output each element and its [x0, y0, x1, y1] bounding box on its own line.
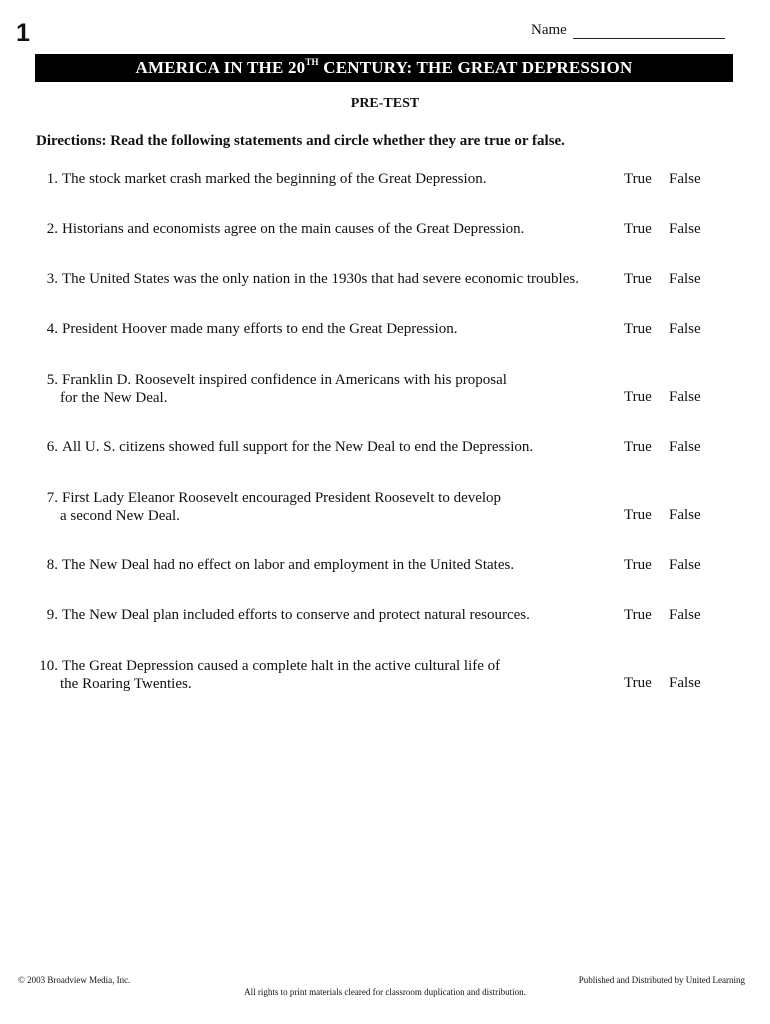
name-blank-line	[573, 22, 725, 39]
true-option[interactable]: True	[624, 439, 652, 455]
name-label: Name	[531, 22, 567, 38]
question-line	[36, 371, 596, 389]
question-statement-continued: the Roaring Twenties.	[60, 676, 192, 692]
question-statement: First Lady Eleanor Roosevelt encouraged President Roosevelt to develop	[62, 490, 502, 506]
true-option[interactable]: True	[624, 171, 652, 187]
true-option[interactable]: True	[624, 675, 652, 691]
title-prefix: AMERICA IN THE 20	[135, 58, 306, 77]
false-option[interactable]: False	[669, 507, 701, 523]
question-line	[36, 606, 596, 624]
title-bar	[35, 54, 733, 82]
title-text	[136, 58, 633, 78]
title-superscript: TH	[305, 57, 319, 68]
question-text	[36, 170, 596, 188]
question-statement-continued: for the New Deal.	[60, 390, 168, 406]
false-option[interactable]: False	[669, 675, 701, 691]
question-statement: The United States was the only nation in the 1930s that had severe economic troubles.	[62, 271, 579, 287]
question-text	[36, 489, 596, 525]
true-option[interactable]: True	[624, 557, 652, 573]
question-number: 3.	[46, 271, 58, 287]
question-text	[36, 657, 596, 693]
question-number: 1.	[46, 171, 58, 187]
true-option[interactable]: True	[624, 389, 652, 405]
question-line	[36, 438, 596, 456]
question-line	[36, 657, 596, 675]
question-text	[36, 270, 596, 288]
question-text	[36, 320, 596, 338]
question-text	[36, 606, 596, 624]
question-statement: Historians and economists agree on the main causes of the Great Depression.	[62, 221, 525, 237]
question-text	[36, 438, 596, 456]
question-line	[36, 556, 596, 574]
false-option[interactable]: False	[669, 389, 701, 405]
true-option[interactable]: True	[624, 607, 652, 623]
question-number: 6.	[46, 439, 58, 455]
footer-publisher: Published and Distributed by United Learning	[578, 975, 745, 985]
question-number: 9.	[46, 607, 58, 623]
question-line	[36, 489, 596, 507]
footer-copyright: © 2003 Broadview Media, Inc.	[18, 975, 131, 985]
question-statement: The stock market crash marked the beginning of the Great Depression.	[62, 171, 487, 187]
question-statement: Franklin D. Roosevelt inspired confidence in Americans with his proposal	[62, 372, 507, 388]
question-item	[36, 657, 736, 697]
true-option[interactable]: True	[624, 271, 652, 287]
question-item	[36, 489, 736, 529]
question-item	[36, 556, 736, 596]
false-option[interactable]: False	[669, 557, 701, 573]
directions: Directions: Read the following statements and circle whether they are true or false.	[36, 133, 565, 149]
question-item	[36, 270, 736, 310]
question-item	[36, 371, 736, 411]
question-number: 10.	[39, 658, 58, 674]
true-option[interactable]: True	[624, 507, 652, 523]
question-number: 5.	[46, 372, 58, 388]
question-number: 8.	[46, 557, 58, 573]
subtitle: PRE-TEST	[350, 96, 420, 111]
question-item	[36, 320, 736, 360]
question-item	[36, 438, 736, 478]
question-line	[36, 220, 596, 238]
question-item	[36, 220, 736, 260]
false-option[interactable]: False	[669, 171, 701, 187]
question-text	[36, 371, 596, 407]
footer-rights: All rights to print materials cleared for classroom duplication and distribution.	[244, 987, 526, 997]
question-item	[36, 606, 736, 646]
question-line	[36, 320, 596, 338]
false-option[interactable]: False	[669, 221, 701, 237]
true-option[interactable]: True	[624, 321, 652, 337]
question-number: 4.	[46, 321, 58, 337]
name-field	[531, 22, 725, 39]
false-option[interactable]: False	[669, 321, 701, 337]
true-option[interactable]: True	[624, 221, 652, 237]
question-text	[36, 556, 596, 574]
page-number: 1	[16, 19, 30, 47]
question-item	[36, 170, 736, 210]
question-statement: The New Deal plan included efforts to conserve and protect natural resources.	[62, 607, 530, 623]
question-line	[36, 170, 596, 188]
question-statement: The New Deal had no effect on labor and employment in the United States.	[62, 557, 515, 573]
question-text	[36, 220, 596, 238]
question-statement: The Great Depression caused a complete halt in the active cultural life of	[62, 658, 501, 674]
false-option[interactable]: False	[669, 439, 701, 455]
question-number: 7.	[46, 490, 58, 506]
question-statement: President Hoover made many efforts to end the Great Depression.	[62, 321, 458, 337]
question-statement-continued: a second New Deal.	[60, 508, 180, 524]
false-option[interactable]: False	[669, 271, 701, 287]
title-suffix: CENTURY: THE GREAT DEPRESSION	[318, 58, 633, 77]
question-line	[36, 270, 596, 288]
false-option[interactable]: False	[669, 607, 701, 623]
question-number: 2.	[46, 221, 58, 237]
question-statement: All U. S. citizens showed full support for the New Deal to end the Depression.	[62, 439, 534, 455]
